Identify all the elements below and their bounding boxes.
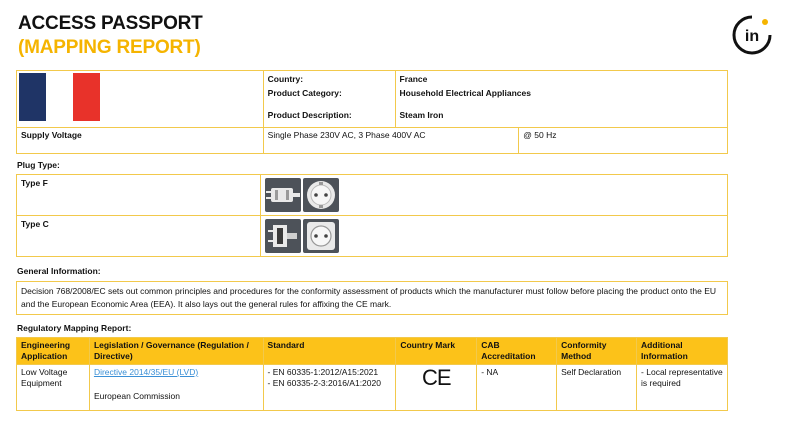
- plug-type-name: Type F: [17, 175, 261, 216]
- col-header-standard: Standard: [263, 338, 396, 365]
- product-info-row: [17, 71, 728, 128]
- col-header-info: Additional Information: [637, 338, 728, 365]
- plug-type-table: [16, 174, 728, 257]
- general-info-table: [16, 281, 728, 315]
- product-labels: [263, 71, 395, 128]
- category-value: Household Electrical Appliances: [399, 88, 531, 98]
- plug-type-name: Type C: [17, 216, 261, 257]
- frequency-value: @ 50 Hz: [519, 128, 728, 154]
- country-label: Country:: [267, 74, 304, 84]
- country-value: France: [399, 74, 428, 84]
- authority-text: European Commission: [93, 391, 180, 401]
- socket-type-c-icon: [303, 219, 339, 253]
- plug-type-heading: Plug Type:: [17, 160, 60, 170]
- standard-item: - EN 60335-2-3:2016/A1:2020: [267, 378, 381, 388]
- col-header-cab: CAB Accreditation: [477, 338, 557, 365]
- plug-images: [261, 175, 728, 216]
- logo-text: in: [744, 28, 760, 45]
- col-header-application: Engineering Application: [17, 338, 90, 365]
- cab-cell: - NA: [477, 365, 557, 411]
- general-info-heading: General Information:: [17, 266, 101, 276]
- flag-cell: [17, 71, 264, 128]
- regulatory-header-row: [17, 338, 728, 365]
- directive-link[interactable]: Directive 2014/35/EU (LVD): [93, 367, 199, 377]
- legislation-cell: [89, 365, 263, 411]
- general-info-text: Decision 768/2008/EC sets out common principles and procedures for the conformity assessment of products which the manufacturer must follow before placing the product onto the EU and the European Economic Area (EEA). It also lays out the general rules for affixing the CE mark.: [17, 282, 728, 315]
- category-label: Product Category:: [267, 88, 342, 98]
- plug-row-type-c: [17, 216, 728, 257]
- plug-row-type-f: [17, 175, 728, 216]
- regulatory-heading: Regulatory Mapping Report:: [17, 323, 132, 333]
- supply-voltage-row: [17, 128, 728, 154]
- table-row: [17, 365, 728, 411]
- plug-images: [261, 216, 728, 257]
- regulatory-table: [16, 337, 728, 411]
- plug-type-f-icon: [265, 178, 301, 212]
- supply-voltage-label: Supply Voltage: [17, 128, 264, 154]
- product-values: [395, 71, 727, 128]
- method-cell: Self Declaration: [557, 365, 637, 411]
- info-cell: - Local representative is required: [637, 365, 728, 411]
- socket-type-f-icon: [303, 178, 339, 212]
- col-header-method: Conformity Method: [557, 338, 637, 365]
- col-header-mark: Country Mark: [396, 338, 477, 365]
- description-value: Steam Iron: [399, 110, 444, 120]
- ce-mark-icon: CE: [421, 365, 451, 390]
- company-logo: [731, 14, 773, 56]
- france-flag-icon: [19, 73, 100, 121]
- application-cell: Low Voltage Equipment: [17, 365, 90, 411]
- mark-cell: [396, 365, 477, 411]
- standard-cell: [263, 365, 396, 411]
- report-title: ACCESS PASSPORT: [18, 13, 203, 34]
- standard-item: - EN 60335-1:2012/A15:2021: [267, 367, 379, 377]
- description-label: Product Description:: [267, 110, 352, 120]
- report-subtitle: (MAPPING REPORT): [18, 37, 201, 58]
- country-info-table: [16, 70, 728, 154]
- plug-type-c-icon: [265, 219, 301, 253]
- col-header-legislation: Legislation / Governance (Regulation / Directive): [89, 338, 263, 365]
- supply-voltage-value: Single Phase 230V AC, 3 Phase 400V AC: [263, 128, 519, 154]
